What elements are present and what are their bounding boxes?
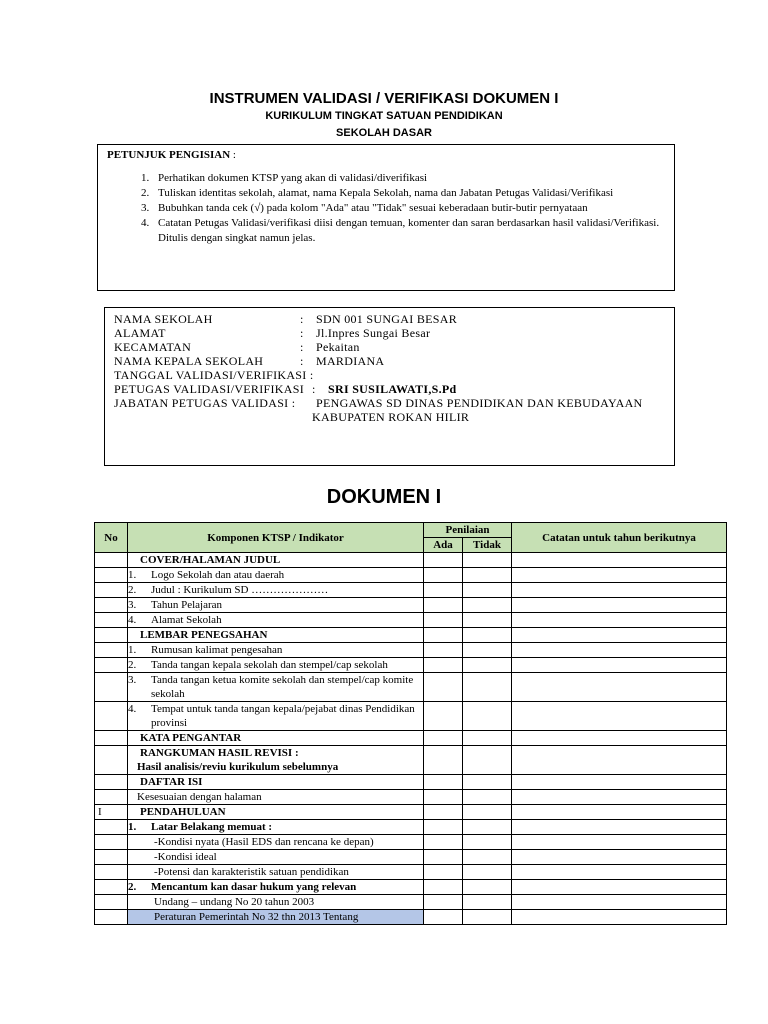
table-row — [95, 820, 727, 835]
cell-no — [95, 731, 128, 746]
instruction-item: 2. Tuliskan identitas sekolah, alamat, nama Kepala Sekolah, nama dan Jabatan Petugas Validasi/Verifikasi — [152, 186, 665, 201]
item-cell — [128, 568, 424, 583]
item-cell — [128, 673, 424, 702]
instruction-item: 3. Bubuhkan tanda cek (√) pada kolom "Ada" atau "Tidak" sesuai keberadaan butir-butir pernyataan — [152, 201, 665, 216]
cell-ada[interactable] — [424, 805, 463, 820]
instruction-item: 4. Catatan Petugas Validasi/verifikasi diisi dengan temuan, komenter dan saran berdasarkan hasil validasi/Verifikasi. Ditulis dengan singkat namun jelas. — [152, 216, 665, 246]
district-value: Pekaitan — [316, 340, 360, 354]
cell-no — [95, 583, 128, 598]
cell-no — [95, 835, 128, 850]
cell-notes[interactable] — [512, 746, 727, 775]
item-cell — [128, 583, 424, 598]
cell-ada[interactable] — [424, 598, 463, 613]
section-title: COVER/HALAMAN JUDUL — [128, 553, 424, 568]
cell-tidak[interactable] — [463, 598, 512, 613]
cell-notes[interactable] — [512, 628, 727, 643]
section-title: DAFTAR ISI — [128, 775, 424, 790]
table-row — [95, 790, 727, 805]
cell-ada[interactable] — [424, 910, 463, 925]
item-number: 2. — [128, 881, 137, 893]
school-name-row — [114, 312, 665, 326]
identity-box — [104, 307, 675, 466]
instructions-list — [107, 171, 665, 246]
document-subtitle: KURIKULUM TINGKAT SATUAN PENDIDIKAN — [265, 110, 503, 122]
table-row — [95, 673, 727, 702]
cell-no — [95, 790, 128, 805]
cell-tidak[interactable] — [463, 628, 512, 643]
cell-notes[interactable] — [512, 673, 727, 702]
cell-ada[interactable] — [424, 702, 463, 731]
cell-notes[interactable] — [512, 553, 727, 568]
cell-tidak[interactable] — [463, 910, 512, 925]
cell-notes[interactable] — [512, 835, 727, 850]
cell-no — [95, 746, 128, 775]
field-separator: : — [300, 354, 304, 368]
cell-tidak[interactable] — [463, 865, 512, 880]
table-header-row — [95, 523, 727, 538]
instructions-box — [97, 144, 675, 291]
cell-tidak[interactable] — [463, 731, 512, 746]
cell-notes[interactable] — [512, 805, 727, 820]
cell-tidak[interactable] — [463, 658, 512, 673]
table-row — [95, 568, 727, 583]
cell-ada[interactable] — [424, 628, 463, 643]
cell-ada[interactable] — [424, 880, 463, 895]
cell-tidak[interactable] — [463, 613, 512, 628]
field-label: TANGGAL VALIDASI/VERIFIKASI : — [114, 368, 314, 382]
cell-ada[interactable] — [424, 613, 463, 628]
cell-notes[interactable] — [512, 702, 727, 731]
item-number: 4. — [128, 703, 137, 715]
item-text: -Kondisi ideal — [128, 850, 424, 865]
instruction-item: 1. Perhatikan dokumen KTSP yang akan di validasi/diverifikasi — [152, 171, 665, 186]
position-value-continued: KABUPATEN ROKAN HILIR — [312, 410, 470, 424]
cell-tidak[interactable] — [463, 835, 512, 850]
item-text: Latar Belakang memuat : — [151, 821, 273, 833]
cell-ada[interactable] — [424, 643, 463, 658]
field-label: PETUGAS VALIDASI/VERIFIKASI — [114, 382, 305, 396]
header-component: Komponen KTSP / Indikator — [128, 523, 424, 553]
officer-row — [114, 382, 665, 396]
item-cell — [128, 880, 424, 895]
cell-no — [95, 643, 128, 658]
instructions-heading: PETUNJUK PENGISIAN — [107, 149, 231, 161]
cell-no — [95, 880, 128, 895]
cell-ada[interactable] — [424, 658, 463, 673]
cell-notes[interactable] — [512, 568, 727, 583]
cell-tidak[interactable] — [463, 790, 512, 805]
table-row — [95, 850, 727, 865]
item-text: Rumusan kalimat pengesahan — [151, 644, 283, 656]
cell-notes[interactable] — [512, 880, 727, 895]
item-number: 3. — [128, 674, 137, 686]
table-row — [95, 805, 727, 820]
cell-ada[interactable] — [424, 583, 463, 598]
item-cell — [128, 598, 424, 613]
cell-ada[interactable] — [424, 553, 463, 568]
cell-ada[interactable] — [424, 895, 463, 910]
principal-value: MARDIANA — [316, 354, 385, 368]
cell-notes[interactable] — [512, 790, 727, 805]
table-row — [95, 865, 727, 880]
principal-row — [114, 354, 665, 368]
document-subtitle-school: SEKOLAH DASAR — [336, 127, 432, 139]
item-number: 1. — [128, 569, 137, 581]
item-text: Alamat Sekolah — [151, 614, 222, 626]
cell-notes[interactable] — [512, 613, 727, 628]
cell-tidak[interactable] — [463, 568, 512, 583]
section-title: LEMBAR PENEGSAHAN — [128, 628, 424, 643]
date-row — [114, 368, 665, 382]
cell-no — [95, 895, 128, 910]
cell-notes[interactable] — [512, 583, 727, 598]
field-label: NAMA KEPALA SEKOLAH — [114, 354, 264, 368]
header-ada: Ada — [424, 538, 463, 553]
item-cell — [128, 658, 424, 673]
cell-notes[interactable] — [512, 865, 727, 880]
field-separator: : — [300, 326, 304, 340]
checklist-table — [94, 522, 727, 925]
field-label: KECAMATAN — [114, 340, 192, 354]
cell-tidak[interactable] — [463, 583, 512, 598]
field-label: JABATAN PETUGAS VALIDASI : — [114, 396, 296, 410]
cell-notes[interactable] — [512, 643, 727, 658]
field-separator: : — [300, 340, 304, 354]
school-name-value: SDN 001 SUNGAI BESAR — [316, 312, 458, 326]
item-number: 4. — [128, 614, 137, 626]
header-assessment: Penilaian — [424, 523, 512, 538]
table-row — [95, 643, 727, 658]
cell-tidak[interactable] — [463, 895, 512, 910]
cell-ada[interactable] — [424, 568, 463, 583]
cell-notes[interactable] — [512, 731, 727, 746]
cell-no — [95, 910, 128, 925]
table-row — [95, 613, 727, 628]
cell-no: I — [95, 805, 128, 820]
table-row — [95, 628, 727, 643]
cell-ada[interactable] — [424, 865, 463, 880]
item-cell — [128, 820, 424, 835]
position-value: PENGAWAS SD DINAS PENDIDIKAN DAN KEBUDAYAAN — [316, 396, 643, 410]
district-row — [114, 340, 665, 354]
section-title: KATA PENGANTAR — [128, 731, 424, 746]
cell-no — [95, 702, 128, 731]
table-row — [95, 658, 727, 673]
field-separator: : — [312, 382, 316, 396]
table-row — [95, 910, 727, 925]
item-cell — [128, 643, 424, 658]
section-subtitle: Hasil analisis/reviu kurikulum sebelumnya — [137, 761, 339, 773]
cell-ada[interactable] — [424, 835, 463, 850]
cell-ada[interactable] — [424, 673, 463, 702]
cell-no — [95, 850, 128, 865]
item-text: Kesesuaian dengan halaman — [128, 790, 424, 805]
item-text: Judul : Kurikulum SD ………………… — [151, 584, 329, 596]
instructions-colon: : — [230, 149, 236, 161]
cell-notes[interactable] — [512, 658, 727, 673]
cell-tidak[interactable] — [463, 775, 512, 790]
cell-no — [95, 673, 128, 702]
cell-tidak[interactable] — [463, 673, 512, 702]
header-tidak: Tidak — [463, 538, 512, 553]
cell-tidak[interactable] — [463, 553, 512, 568]
cell-ada[interactable] — [424, 850, 463, 865]
position-row-continued — [114, 410, 665, 424]
table-row — [95, 731, 727, 746]
cell-no — [95, 598, 128, 613]
cell-notes[interactable] — [512, 598, 727, 613]
cell-tidak[interactable] — [463, 746, 512, 775]
table-row — [95, 598, 727, 613]
item-text: -Kondisi nyata (Hasil EDS dan rencana ke depan) — [128, 835, 424, 850]
item-text: Tahun Pelajaran — [151, 599, 223, 611]
cell-tidak[interactable] — [463, 805, 512, 820]
table-row — [95, 702, 727, 731]
cell-ada[interactable] — [424, 790, 463, 805]
cell-no — [95, 568, 128, 583]
cell-no — [95, 820, 128, 835]
header-notes: Catatan untuk tahun berikutnya — [512, 523, 727, 553]
cell-no — [95, 775, 128, 790]
item-number: 1. — [128, 821, 137, 833]
cell-ada[interactable] — [424, 775, 463, 790]
cell-notes[interactable] — [512, 850, 727, 865]
cell-ada[interactable] — [424, 731, 463, 746]
officer-value: SRI SUSILAWATI,S.Pd — [328, 382, 457, 396]
item-cell — [128, 613, 424, 628]
cell-no — [95, 865, 128, 880]
table-row — [95, 746, 727, 775]
cell-no — [95, 613, 128, 628]
cell-tidak[interactable] — [463, 850, 512, 865]
address-value: Jl.Inpres Sungai Besar — [316, 326, 431, 340]
item-cell — [128, 702, 424, 731]
table-row — [95, 880, 727, 895]
item-number: 2. — [128, 584, 137, 596]
item-number: 2. — [128, 659, 137, 671]
item-text: Undang – undang No 20 tahun 2003 — [128, 895, 424, 910]
item-number: 3. — [128, 599, 137, 611]
cell-no — [95, 658, 128, 673]
item-text: Tanda tangan kepala sekolah dan stempel/cap sekolah — [151, 659, 388, 671]
item-text: Tempat untuk tanda tangan kepala/pejabat dinas Pendidikan provinsi — [151, 703, 415, 729]
address-row — [114, 326, 665, 340]
table-row — [95, 895, 727, 910]
item-text: Mencantum kan dasar hukum yang relevan — [151, 881, 357, 893]
cell-notes[interactable] — [512, 910, 727, 925]
cell-notes[interactable] — [512, 775, 727, 790]
item-text: -Potensi dan karakteristik satuan pendidikan — [128, 865, 424, 880]
table-row — [95, 553, 727, 568]
field-label: ALAMAT — [114, 326, 166, 340]
item-text-highlighted: Peraturan Pemerintah No 32 thn 2013 Tentang — [128, 910, 424, 925]
table-row — [95, 835, 727, 850]
item-text: Logo Sekolah dan atau daerah — [151, 569, 285, 581]
cell-tidak[interactable] — [463, 643, 512, 658]
document-heading: DOKUMEN I — [326, 486, 442, 508]
document-title: INSTRUMEN VALIDASI / VERIFIKASI DOKUMEN I — [209, 90, 559, 107]
section-title — [128, 746, 424, 775]
cell-notes[interactable] — [512, 895, 727, 910]
cell-notes[interactable] — [512, 820, 727, 835]
cell-tidak[interactable] — [463, 820, 512, 835]
table-row — [95, 583, 727, 598]
section-title: PENDAHULUAN — [128, 805, 424, 820]
cell-no — [95, 553, 128, 568]
cell-ada[interactable] — [424, 746, 463, 775]
table-row — [95, 775, 727, 790]
cell-tidak[interactable] — [463, 880, 512, 895]
item-text: Tanda tangan ketua komite sekolah dan stempel/cap komite sekolah — [151, 674, 414, 700]
cell-ada[interactable] — [424, 820, 463, 835]
header-no: No — [95, 523, 128, 553]
field-label: NAMA SEKOLAH — [114, 312, 213, 326]
section-title-line: RANGKUMAN HASIL REVISI : — [140, 747, 299, 759]
cell-no — [95, 628, 128, 643]
item-number: 1. — [128, 644, 137, 656]
field-separator: : — [300, 312, 304, 326]
cell-tidak[interactable] — [463, 702, 512, 731]
position-row — [114, 396, 665, 410]
